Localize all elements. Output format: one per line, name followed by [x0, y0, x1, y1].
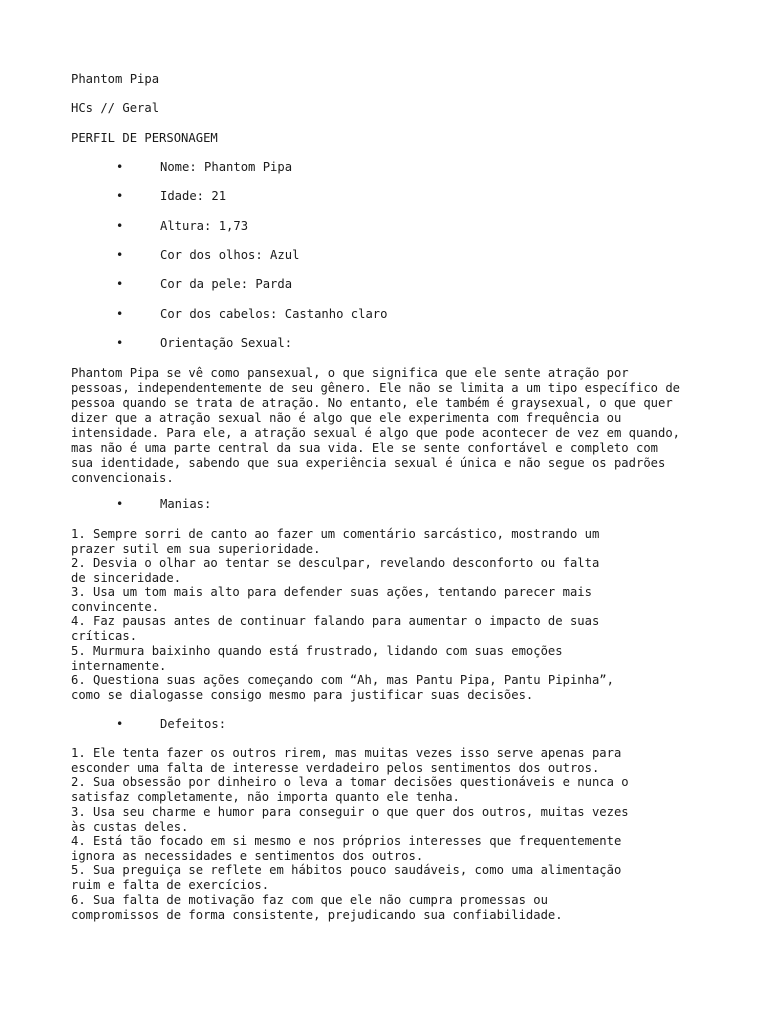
defeito-item: 2. Sua obsessão por dinheiro o leva a tomar decisões questionáveis e nunca o satisfaz completamente, não importa quanto ele tenha.	[71, 775, 629, 804]
orientation-paragraph: Phantom Pipa se vê como pansexual, o que significa que ele sente atração por pessoas, independentemente de seu gênero. Ele não se limita a um tipo específico de pessoa quando se trata de atração. No entanto, ele também é graysexual, o que quer dizer que a atração sexual não é algo que ele experimenta com frequência ou intensidade. Para ele, a atração sexual é algo que pode acontecer de vez em quando, mas não é uma parte central da sua vida. Ele se sente confortável e completo com sua identidade, sabendo que sua experiência sexual é única e não segue os padrões convencionais.	[71, 366, 681, 485]
mania-item: 2. Desvia o olhar ao tentar se desculpar, revelando desconforto ou falta de sinceridade.	[71, 556, 600, 585]
profile-item-height: • Altura: 1,73	[116, 219, 249, 233]
section-heading: PERFIL DE PERSONAGEM	[71, 131, 218, 145]
mania-item: 6. Questiona suas ações começando com “Ah, mas Pantu Pipa, Pantu Pipinha”, como se dialogasse consigo mesmo para justificar suas decisões.	[71, 673, 614, 702]
profile-item-skin: • Cor da pele: Parda	[116, 277, 293, 291]
bullet-icon: •	[116, 307, 124, 321]
profile-item-orientation: • Orientação Sexual:	[116, 336, 293, 350]
document-title: Phantom Pipa	[71, 72, 160, 86]
profile-item-eyes: • Cor dos olhos: Azul	[116, 248, 300, 262]
mania-item: 3. Usa um tom mais alto para defender suas ações, tentando parecer mais convincente.	[71, 585, 592, 614]
defeito-item: 5. Sua preguiça se reflete em hábitos pouco saudáveis, como uma alimentação ruim e falta de exercícios.	[71, 863, 622, 892]
mania-item: 4. Faz pausas antes de continuar falando para aumentar o impacto de suas críticas.	[71, 614, 600, 643]
defeito-item: 1. Ele tenta fazer os outros rirem, mas muitas vezes isso serve apenas para esconder uma falta de interesse verdadeiro pelos sentimentos dos outros.	[71, 746, 622, 775]
bullet-icon: •	[116, 277, 124, 291]
defeito-item: 3. Usa seu charme e humor para conseguir o que quer dos outros, muitas vezes às custas deles.	[71, 805, 629, 834]
mania-item: 1. Sempre sorri de canto ao fazer um comentário sarcástico, mostrando um prazer sutil em sua superioridade.	[71, 527, 600, 556]
profile-item-hair: • Cor dos cabelos: Castanho claro	[116, 307, 388, 321]
bullet-icon: •	[116, 189, 124, 203]
bullet-icon: •	[116, 219, 124, 233]
manias-heading: • Manias:	[116, 497, 212, 511]
bullet-icon: •	[116, 336, 124, 350]
document-category: HCs // Geral	[71, 101, 160, 115]
profile-item-name: • Nome: Phantom Pipa	[116, 160, 293, 174]
defeito-item: 6. Sua falta de motivação faz com que ele não cumpra promessas ou compromissos de forma consistente, prejudicando sua confiabilidade.	[71, 893, 563, 922]
bullet-icon: •	[116, 248, 124, 262]
defeito-item: 4. Está tão focado em si mesmo e nos próprios interesses que frequentemente ignora as necessidades e sentimentos dos outros.	[71, 834, 622, 863]
bullet-icon: •	[116, 717, 124, 731]
bullet-icon: •	[116, 497, 124, 511]
bullet-icon: •	[116, 160, 124, 174]
mania-item: 5. Murmura baixinho quando está frustrado, lidando com suas emoções internamente.	[71, 644, 563, 673]
profile-item-age: • Idade: 21	[116, 189, 227, 203]
defeitos-heading: • Defeitos:	[116, 717, 227, 731]
